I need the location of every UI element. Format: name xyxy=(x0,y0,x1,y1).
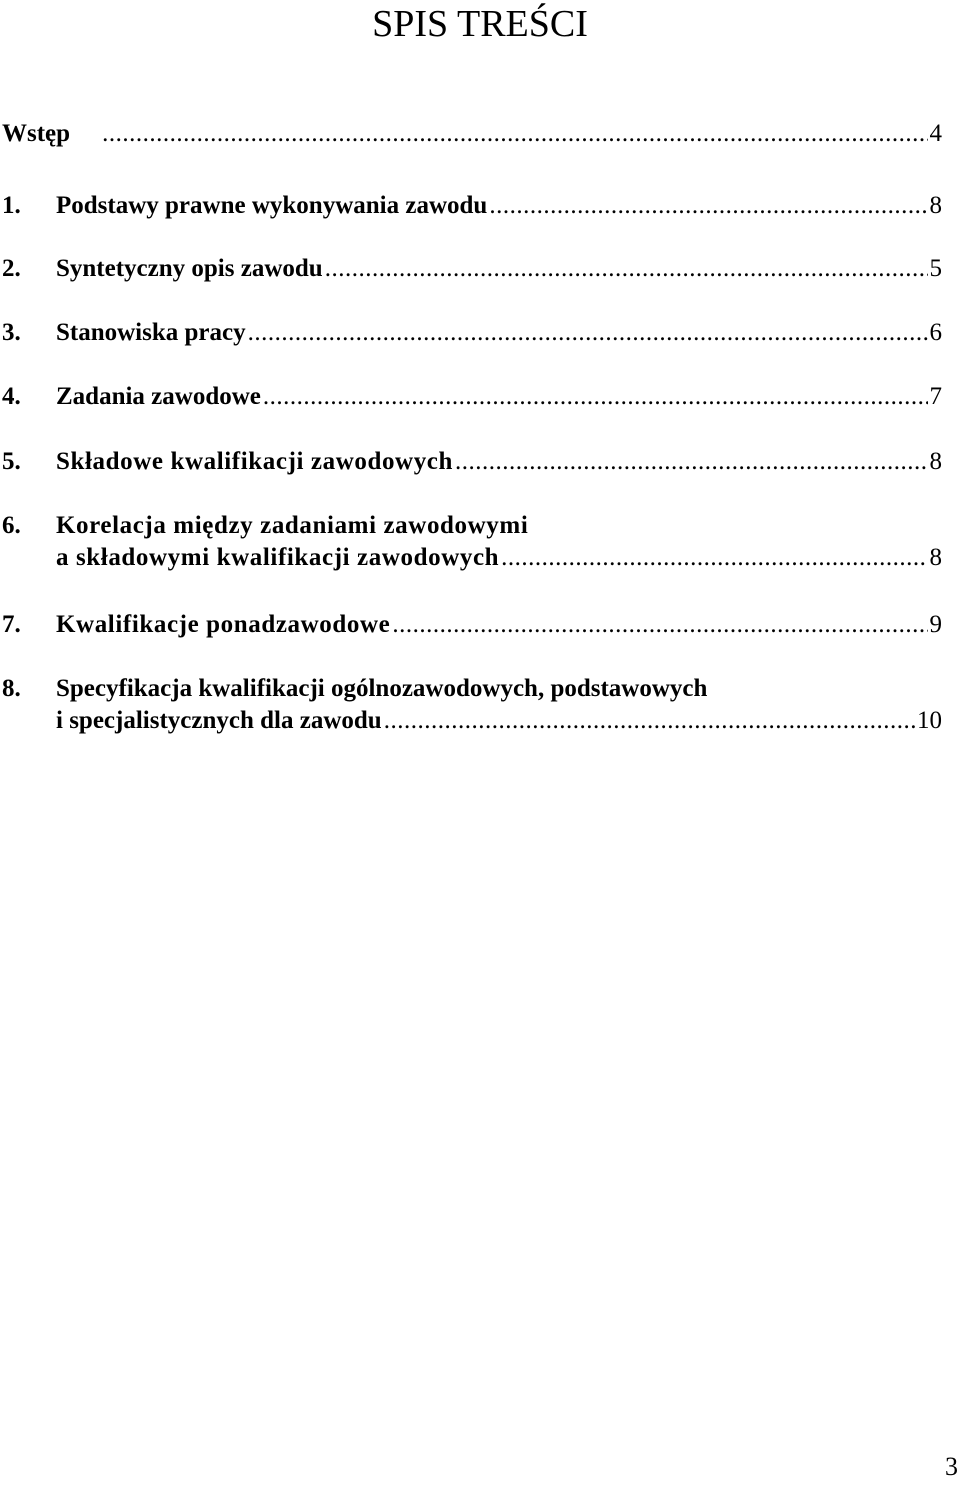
leader-dots xyxy=(455,446,927,478)
toc-entry-label: Składowe kwalifikacji zawodowych xyxy=(56,448,454,475)
toc-entry-label: Podstawy prawne wykonywania zawodu xyxy=(56,192,488,219)
toc-entry-number: 3. xyxy=(2,319,21,346)
page-title: SPIS TREŚCI xyxy=(372,3,588,45)
toc-page-number: 10 xyxy=(917,707,942,734)
toc-page-number: 8 xyxy=(929,192,942,219)
toc-page-number: 6 xyxy=(929,319,942,346)
toc-page-number: 4 xyxy=(929,120,942,147)
toc-page-number: 7 xyxy=(929,383,942,410)
toc-entry-number: 6. xyxy=(2,512,21,539)
toc-entry-number: 4. xyxy=(2,383,21,410)
leader-dots xyxy=(102,118,927,150)
toc-entry-label-line: i specjalistycznych dla zawodu xyxy=(56,707,382,734)
leader-dots xyxy=(248,317,928,349)
toc-entry-label-line: Specyfikacja kwalifikacji ogólnozawodowych, podstawowych xyxy=(56,675,708,702)
toc-entry-label: Wstęp xyxy=(2,120,71,147)
leader-dots xyxy=(263,381,928,413)
toc-page-number: 5 xyxy=(929,255,942,282)
toc-entry-number: 7. xyxy=(2,611,21,638)
toc-entry-number: 5. xyxy=(2,448,21,475)
toc-entry-label-line: Korelacja między zadaniami zawodowymi xyxy=(56,512,529,539)
toc-page-number: 8 xyxy=(929,544,942,571)
toc-entry-number: 8. xyxy=(2,675,21,702)
leader-dots xyxy=(392,609,927,641)
toc-entry-label: Stanowiska pracy xyxy=(56,319,246,346)
toc-page-number: 8 xyxy=(929,448,942,475)
leader-dots xyxy=(384,705,915,737)
page-number: 3 xyxy=(945,1452,958,1481)
toc-entry-label: Zadania zawodowe xyxy=(56,383,261,410)
toc-entry-label-line: a składowymi kwalifikacji zawodowych xyxy=(56,544,500,571)
toc-entry-number: 2. xyxy=(2,255,21,282)
leader-dots xyxy=(501,542,927,574)
toc-entry-label: Kwalifikacje ponadzawodowe xyxy=(56,611,391,638)
leader-dots xyxy=(325,253,928,285)
toc-entry-label: Syntetyczny opis zawodu xyxy=(56,255,323,282)
leader-dots xyxy=(489,190,927,222)
toc-entry-number: 1. xyxy=(2,192,21,219)
toc-page-number: 9 xyxy=(929,611,942,638)
